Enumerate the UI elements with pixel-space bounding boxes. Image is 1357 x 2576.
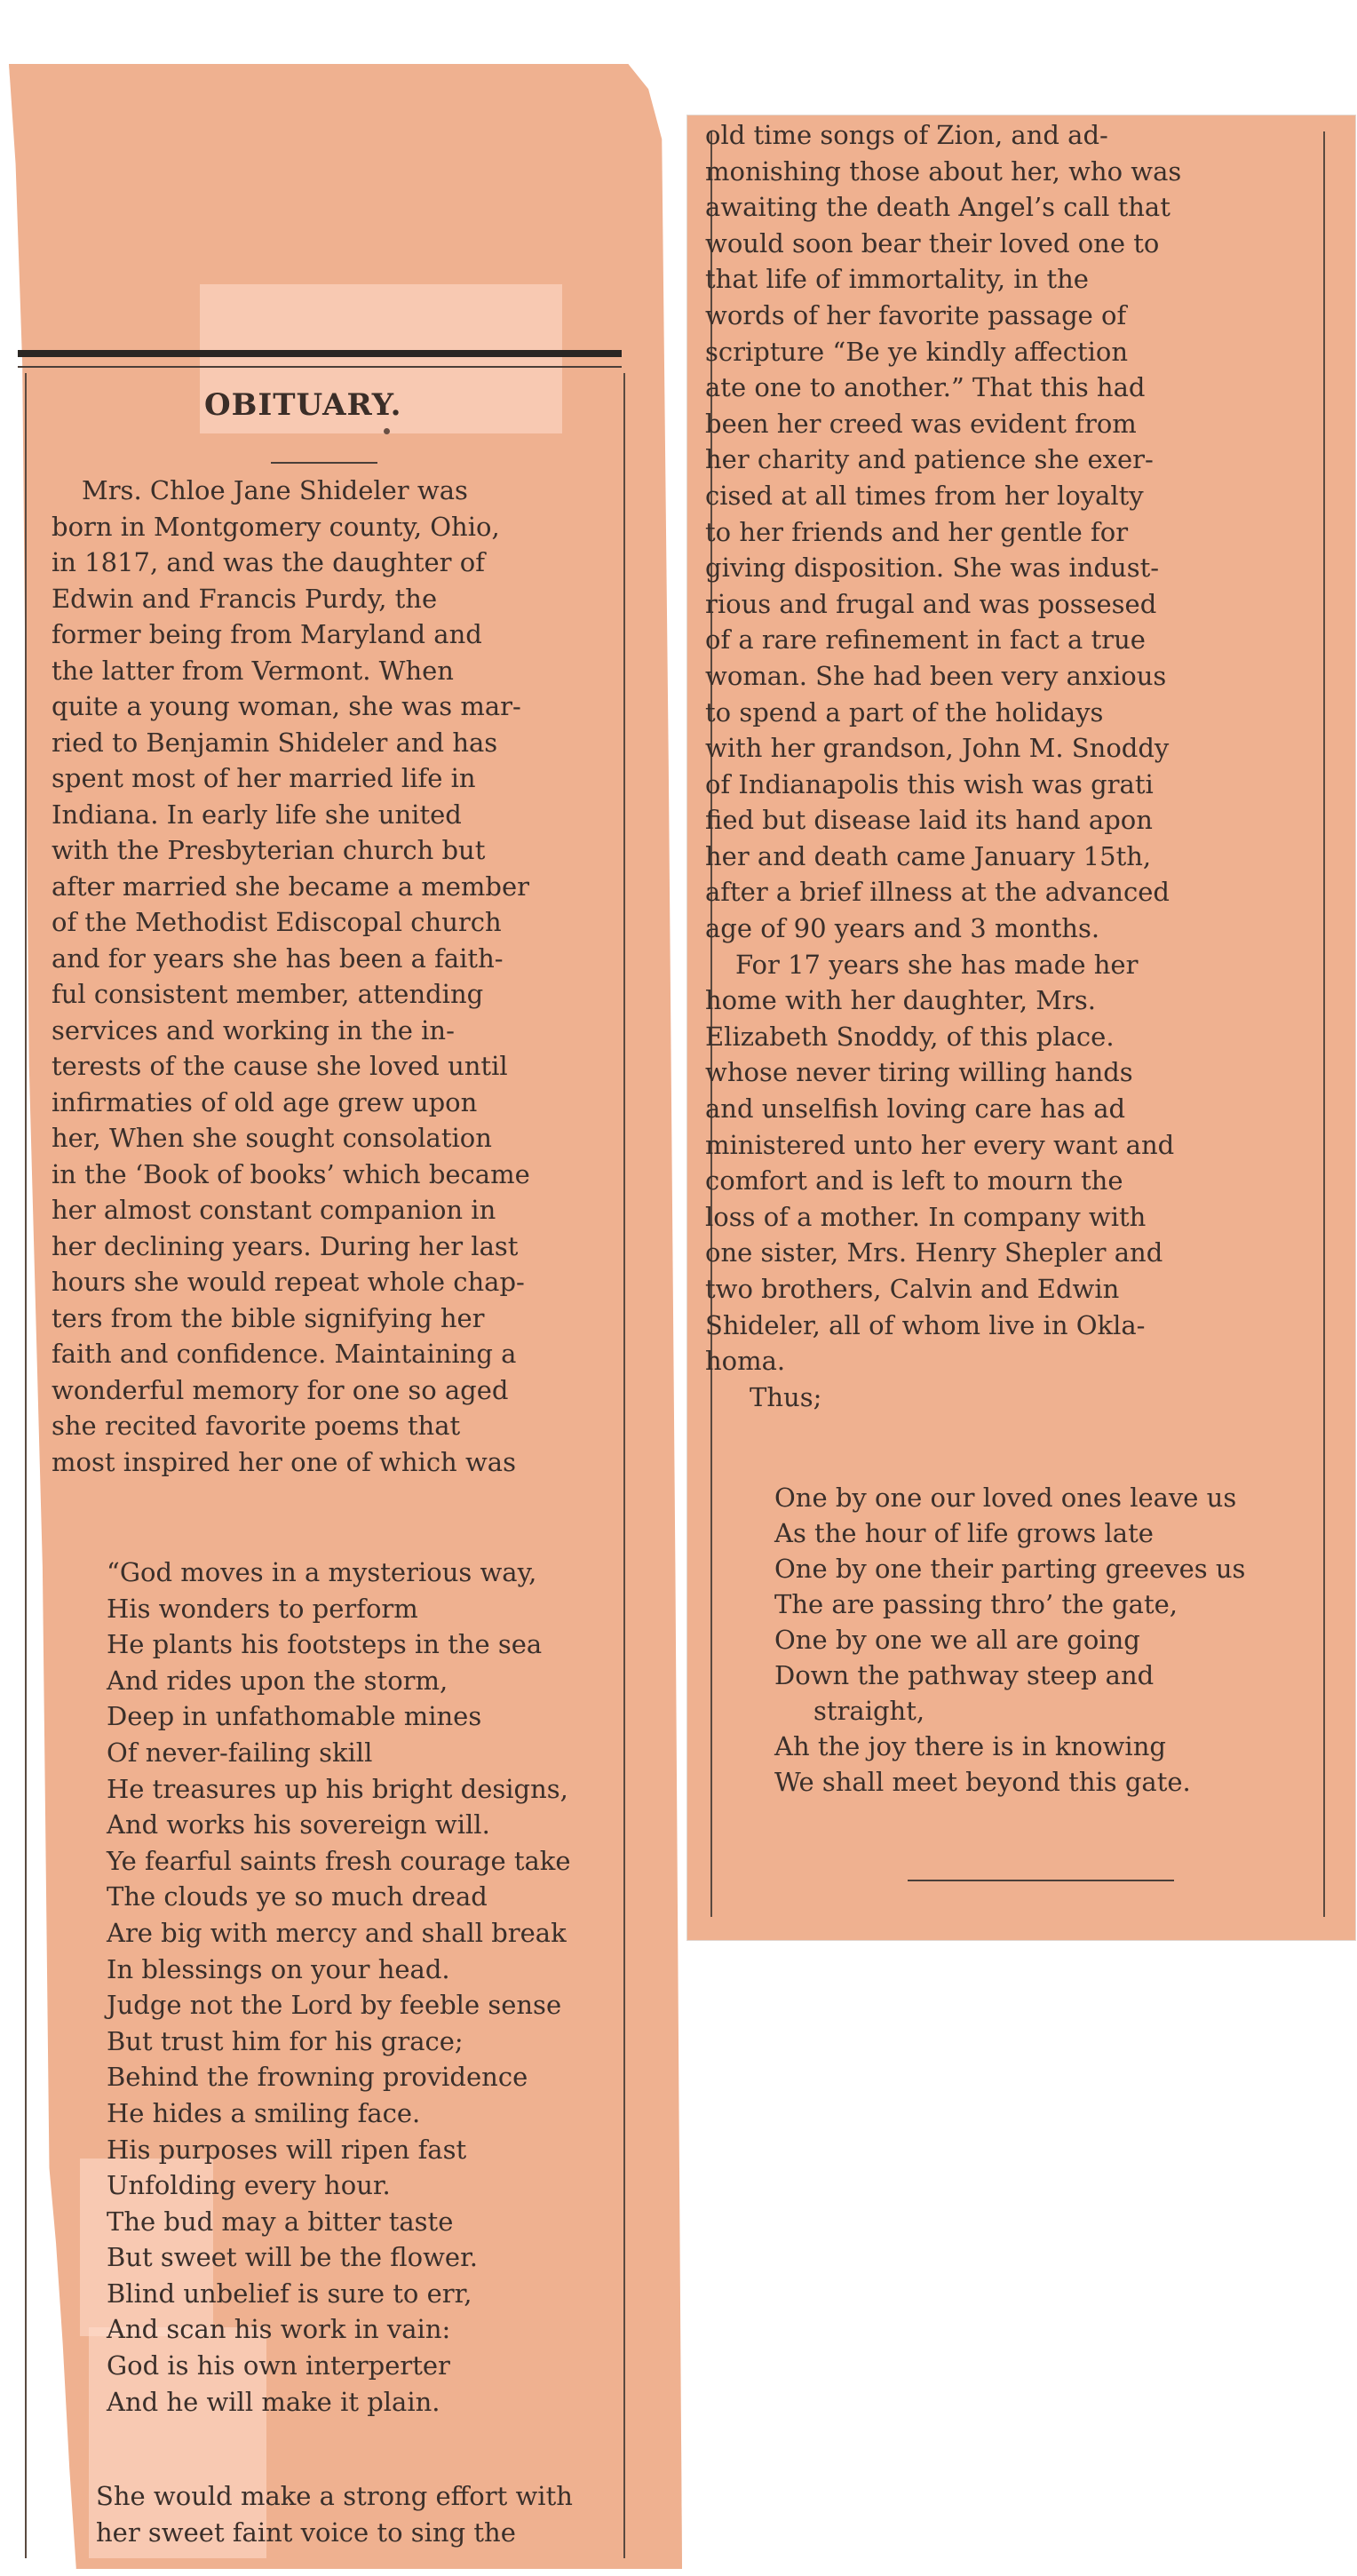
text-line: her declining years. During her last bbox=[52, 1230, 519, 1261]
text-line: homa. bbox=[705, 1346, 786, 1377]
hymn-line: And scan his work in vain: bbox=[107, 2314, 451, 2345]
hymn-line: But sweet will be the flower. bbox=[107, 2242, 478, 2273]
text-line: quite a young woman, she was mar- bbox=[52, 691, 521, 721]
heading-rule bbox=[271, 462, 377, 464]
text-line: her sweet faint voice to sing the bbox=[96, 2516, 516, 2548]
text-line: the latter from Vermont. When bbox=[52, 655, 454, 686]
text-line: She would make a strong effort with bbox=[96, 2481, 573, 2511]
text-line: her, When she sought consolation bbox=[52, 1123, 492, 1153]
text-line: ate one to another.” That this had bbox=[705, 372, 1146, 403]
poem-line: One by one their parting greeves us bbox=[774, 1554, 1246, 1584]
poem-line: As the hour of life grows late bbox=[774, 1518, 1154, 1548]
text-line: two brothers, Calvin and Edwin bbox=[705, 1274, 1120, 1304]
poem-line: The are passing thro’ the gate, bbox=[774, 1589, 1178, 1619]
text-line: to spend a part of the holidays bbox=[705, 696, 1104, 727]
text-line: giving disposition. She was indust- bbox=[705, 553, 1160, 584]
text-line: that life of immortality, in the bbox=[705, 264, 1089, 295]
header-rule-thin bbox=[18, 366, 622, 368]
hymn-line: Behind the frowning providence bbox=[107, 2062, 528, 2093]
text-line: most inspired her one of which was bbox=[52, 1446, 516, 1477]
text-line: former being from Maryland and bbox=[52, 619, 482, 649]
hymn-line: He treasures up his bright designs, bbox=[107, 1773, 568, 1804]
text-line: cised at all times from her loyalty bbox=[705, 480, 1144, 511]
text-line: services and working in the in- bbox=[52, 1014, 455, 1046]
text-line: Indiana. In early life she united bbox=[52, 799, 462, 830]
text-line: old time songs of Zion, and ad- bbox=[705, 120, 1108, 150]
hymn-line: “God moves in a mysterious way, bbox=[107, 1557, 537, 1587]
text-line: ters from the bible signifying her bbox=[52, 1302, 485, 1333]
text-line: Thus; bbox=[750, 1381, 822, 1412]
text-line: spent most of her married life in bbox=[52, 763, 476, 793]
text-line: wonderful memory for one so aged bbox=[52, 1374, 509, 1405]
hymn-line: The bud may a bitter taste bbox=[107, 2206, 454, 2237]
text-line: terests of the cause she loved until bbox=[52, 1051, 508, 1081]
text-line: after a brief illness at the advanced bbox=[705, 877, 1170, 908]
header-rule-thick bbox=[18, 350, 622, 357]
text-line: fied but disease laid its hand apon bbox=[705, 805, 1153, 836]
text-line: Elizabeth Snoddy, of this place. bbox=[705, 1021, 1115, 1052]
closing-poem bbox=[774, 1480, 1343, 1800]
text-line: her charity and patience she exer- bbox=[705, 444, 1154, 475]
text-line: one sister, Mrs. Henry Shepler and bbox=[705, 1237, 1163, 1268]
text-line: to her friends and her gentle for bbox=[705, 516, 1129, 547]
text-line: her and death came January 15th, bbox=[705, 840, 1152, 871]
text-line: woman. She had been very anxious bbox=[705, 660, 1167, 691]
hymn-line: His wonders to perform bbox=[107, 1593, 418, 1624]
text-line: would soon bear their loved one to bbox=[705, 227, 1160, 258]
text-line: infirmaties of old age grew upon bbox=[52, 1086, 478, 1117]
right-paragraph bbox=[705, 117, 1318, 1415]
text-line: monishing those about her, who was bbox=[705, 155, 1182, 187]
hymn-line: The clouds ye so much dread bbox=[107, 1881, 488, 1912]
hymn-line: In blessings on your head. bbox=[107, 1953, 450, 1984]
text-line: Mrs. Chloe Jane Shideler was bbox=[82, 475, 468, 505]
text-line: words of her favorite passage of bbox=[705, 299, 1127, 330]
hymn-verse bbox=[107, 1554, 657, 2420]
text-line: of a rare refinement in fact a true bbox=[705, 624, 1146, 656]
hymn-line: His purposes will ripen fast bbox=[107, 2134, 467, 2165]
hymn-line: He plants his footsteps in the sea bbox=[107, 1629, 543, 1660]
text-line: with the Presbyterian church but bbox=[52, 835, 486, 865]
text-line: comfort and is left to mourn the bbox=[705, 1165, 1123, 1197]
text-line: she recited favorite poems that bbox=[52, 1411, 461, 1441]
text-line: ful consistent member, attending bbox=[52, 979, 484, 1009]
text-line: age of 90 years and 3 months. bbox=[705, 913, 1100, 944]
text-line: her almost constant companion in bbox=[52, 1195, 496, 1225]
hymn-line: Judge not the Lord by feeble sense bbox=[107, 1990, 562, 2021]
left-paragraph bbox=[52, 473, 620, 1480]
hymn-line: And he will make it plain. bbox=[107, 2386, 440, 2417]
end-rule bbox=[908, 1880, 1174, 1881]
text-line: and for years she has been a faith- bbox=[52, 942, 504, 974]
hymn-line: Blind unbelief is sure to err, bbox=[107, 2278, 472, 2309]
ink-dot bbox=[384, 428, 390, 434]
hymn-line: Unfolding every hour. bbox=[107, 2170, 391, 2201]
poem-line: straight, bbox=[813, 1696, 925, 1726]
text-line: ried to Benjamin Shideler and has bbox=[52, 727, 498, 758]
text-line: loss of a mother. In company with bbox=[705, 1201, 1147, 1232]
hymn-line: Of never-failing skill bbox=[107, 1737, 373, 1768]
text-line: of the Methodist Ediscopal church bbox=[52, 907, 502, 937]
left-coda bbox=[96, 2478, 647, 2550]
hymn-line: And rides upon the storm, bbox=[107, 1665, 448, 1696]
poem-line: Ah the joy there is in knowing bbox=[774, 1731, 1166, 1761]
obituary-heading: OBITUARY. bbox=[204, 387, 402, 423]
hymn-line: Ye fearful saints fresh courage take bbox=[107, 1845, 571, 1876]
text-line: awaiting the death Angel’s call that bbox=[705, 192, 1171, 223]
text-line: with her grandson, John M. Snoddy bbox=[705, 733, 1170, 764]
hymn-line: God is his own interperter bbox=[107, 2350, 450, 2381]
text-line: of Indianapolis this wish was grati bbox=[705, 768, 1154, 799]
text-line: ministered unto her every want and bbox=[705, 1129, 1175, 1160]
text-line: Edwin and Francis Purdy, the bbox=[52, 583, 438, 614]
hymn-line: But trust him for his grace; bbox=[107, 2025, 464, 2056]
text-line: home with her daughter, Mrs. bbox=[705, 985, 1096, 1016]
text-line: whose never tiring willing hands bbox=[705, 1057, 1133, 1088]
column-border bbox=[25, 373, 27, 2558]
text-line: Shideler, all of whom live in Okla- bbox=[705, 1309, 1146, 1340]
hymn-line: He hides a smiling face. bbox=[107, 2097, 421, 2128]
text-line: For 17 years she has made her bbox=[735, 949, 1139, 980]
poem-line: We shall meet beyond this gate. bbox=[774, 1767, 1191, 1797]
hymn-line: Deep in unfathomable mines bbox=[107, 1701, 482, 1732]
text-line: rious and frugal and was possesed bbox=[705, 588, 1157, 619]
hymn-line: And works his sovereign will. bbox=[107, 1809, 490, 1841]
text-line: and unselfish loving care has ad bbox=[705, 1093, 1126, 1125]
poem-line: Down the pathway steep and bbox=[774, 1660, 1155, 1690]
hymn-line: Are big with mercy and shall break bbox=[107, 1917, 567, 1948]
text-line: been her creed was evident from bbox=[705, 408, 1137, 439]
poem-line: One by one our loved ones leave us bbox=[774, 1483, 1237, 1513]
text-line: in the ‘Book of books’ which became bbox=[52, 1158, 530, 1189]
text-line: hours she would repeat whole chap- bbox=[52, 1267, 525, 1297]
text-line: faith and confidence. Maintaining a bbox=[52, 1339, 517, 1369]
text-line: born in Montgomery county, Ohio, bbox=[52, 511, 500, 542]
poem-line: One by one we all are going bbox=[774, 1625, 1140, 1655]
text-line: after married she became a member bbox=[52, 871, 529, 902]
text-line: scripture “Be ye kindly affection bbox=[705, 336, 1129, 367]
text-line: in 1817, and was the daughter of bbox=[52, 547, 485, 577]
